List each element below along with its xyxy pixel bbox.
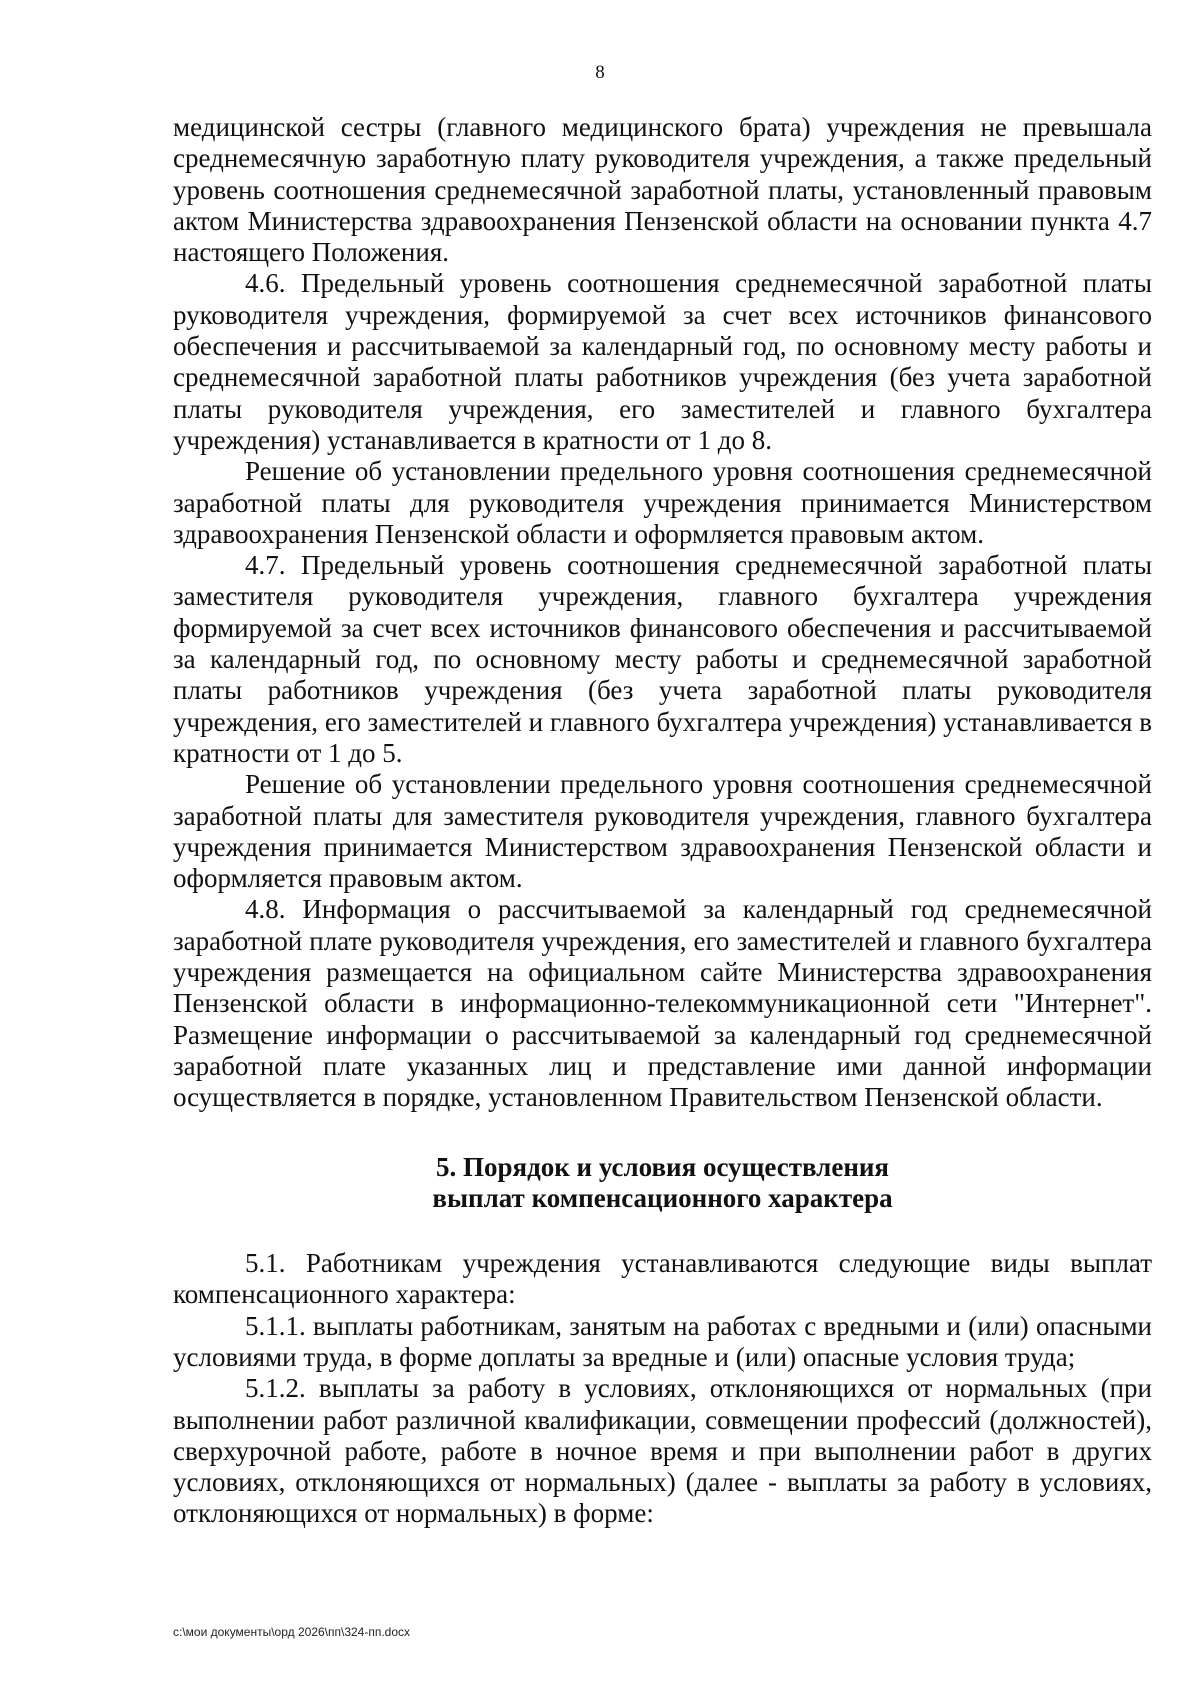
section-heading-line-2: выплат компенсационного характера (432, 1182, 893, 1213)
paragraph-decision-deputy: Решение об установлении предельного уровня соотношения среднемесячной заработной платы для заместителя руководителя учреждения, главного бухгалтера учреждения принимается Министерством здравоохранения Пензенской области и оформляется правовым актом. (173, 769, 1152, 894)
paragraph-continuation: медицинской сестры (главного медицинского брата) учреждения не превышала среднемесячную заработную плату руководителя учреждения, а также предельный уровень соотношения среднемесячной заработной платы, установленный правовым актом Министерства здравоохранения Пензенской области на основании пункта 4.7 настоящего Положения. (173, 112, 1152, 268)
paragraph-5-1-1: 5.1.1. выплаты работникам, занятым на работах с вредными и (или) опасными условиями труда, в форме доплаты за вредные и (или) опасные условия труда; (173, 1310, 1152, 1372)
page-number: 8 (595, 62, 605, 83)
document-body (173, 112, 1152, 1530)
section-heading-line-1: 5. Порядок и условия осуществления (435, 1151, 890, 1182)
section-heading (173, 1152, 1152, 1215)
footer-file-path: c:\мои документы\орд 2026\пп\324-пп.docx (173, 1625, 411, 1639)
paragraph-5-1: 5.1. Работникам учреждения устанавливаются следующие виды выплат компенсационного характера: (173, 1248, 1152, 1310)
paragraph-5-1-2: 5.1.2. выплаты за работу в условиях, отклоняющихся от нормальных (при выполнении работ различной квалификации, совмещении профессий (должностей), сверхурочной работе, работе в ночное время и при выполнении работ в других условиях, отклоняющихся от нормальных) (далее - выплаты за работу в условиях, отклоняющихся от нормальных) в форме: (173, 1373, 1152, 1529)
paragraph-4-6: 4.6. Предельный уровень соотношения среднемесячной заработной платы руководителя учреждения, формируемой за счет всех источников финансового обеспечения и рассчитываемой за календарный год, по основному месту работы и среднемесячной заработной платы работников учреждения (без учета заработной платы руководителя учреждения, его заместителей и главного бухгалтера учреждения) устанавливается в кратности от 1 до 8. (173, 268, 1152, 455)
paragraph-4-8: 4.8. Информация о рассчитываемой за календарный год среднемесячной заработной плате руководителя учреждения, его заместителей и главного бухгалтера учреждения размещается на официальном сайте Министерства здравоохранения Пензенской области в информационно-телекоммуникационной сети "Интернет". Размещение информации о рассчитываемой за календарный год среднемесячной заработной плате указанных лиц и представление ими данной информации осуществляется в порядке, установленном Правительством Пензенской области. (173, 894, 1152, 1113)
paragraph-decision-head: Решение об установлении предельного уровня соотношения среднемесячной заработной платы для руководителя учреждения принимается Министерством здравоохранения Пензенской области и оформляется правовым актом. (173, 456, 1152, 549)
paragraph-4-7: 4.7. Предельный уровень соотношения среднемесячной заработной платы заместителя руководителя учреждения, главного бухгалтера учреждения формируемой за счет всех источников финансового обеспечения и рассчитываемой за календарный год, по основному месту работы и среднемесячной заработной платы работников учреждения (без учета заработной платы руководителя учреждения, его заместителей и главного бухгалтера учреждения) устанавливается в кратности от 1 до 5. (173, 550, 1152, 768)
